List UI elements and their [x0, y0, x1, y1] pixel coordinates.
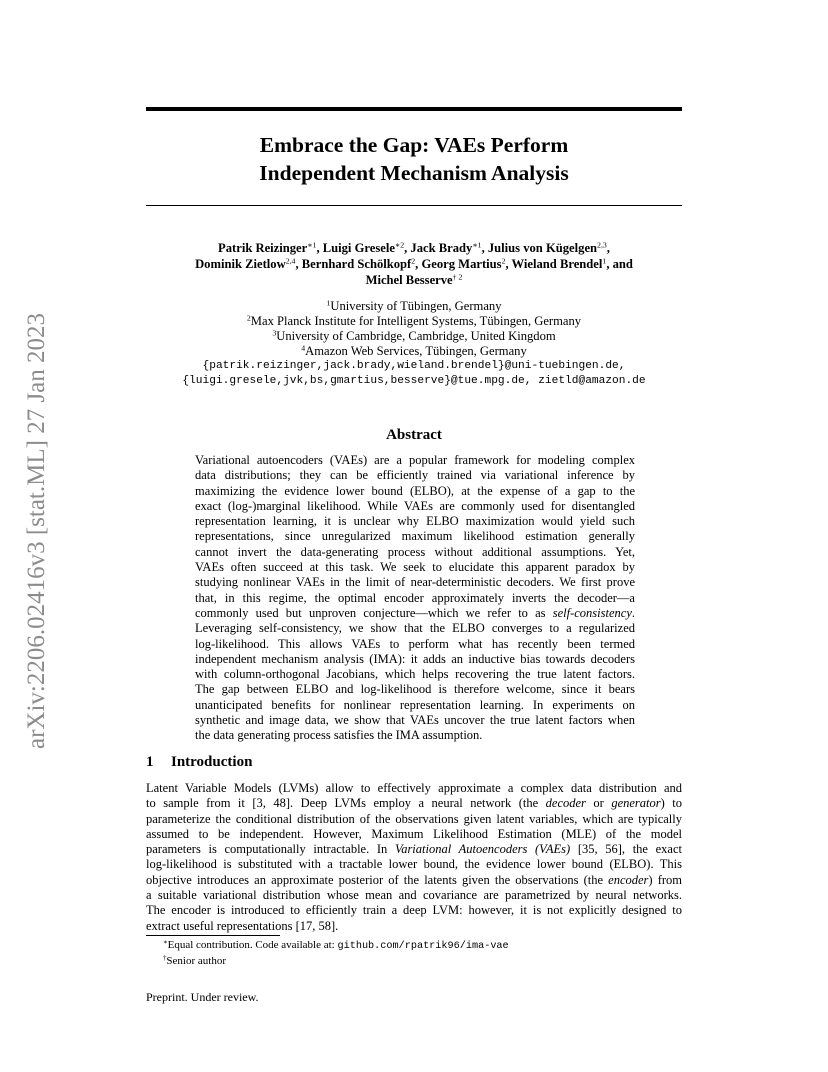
text-line [195, 529, 635, 544]
emphasized-text: self-consistency [552, 605, 632, 620]
footnote-text: Equal contribution. Code available at: [167, 939, 338, 951]
footnote-rule [146, 935, 280, 936]
section-title: Introduction [171, 754, 253, 770]
text-line [195, 545, 635, 560]
affiliation-line [146, 344, 682, 359]
author-line [146, 272, 682, 288]
text-run: independent mechanism analysis (IMA): it adds an inductive bias towards decoders [195, 651, 635, 666]
text-line [195, 728, 635, 743]
section-number: 1 [146, 754, 154, 770]
arxiv-stamp-text: arXiv:2206.02416v3 [stat.ML] 27 Jan 2023 [23, 312, 50, 750]
emphasized-text: Variational Autoencoders (VAEs) [394, 842, 571, 857]
text-run: , Julius von Kügelgen [481, 241, 598, 255]
text-line [195, 698, 635, 713]
text-run: cannot invert the data-generating process without additional assumptions. Yet, [195, 544, 635, 559]
code-link[interactable]: github.com/rpatrik96/ima-vae [337, 941, 509, 952]
text-line [195, 453, 635, 468]
author-line [146, 240, 682, 256]
text-line [146, 857, 682, 872]
affiliation-line [146, 314, 682, 329]
text-run: Variational autoencoders (VAEs) are a popular framework for modeling complex [195, 453, 635, 467]
author-list [146, 240, 682, 288]
affiliation-mark: ∗1 [472, 240, 482, 250]
text-run: commonly used but unproven conjecture—which we refer to as [195, 605, 553, 620]
paper-title [146, 131, 682, 187]
text-run: studying nonlinear VAEs in the limit of near-deterministic decoders. We first prove [195, 575, 635, 590]
text-line [195, 468, 635, 483]
text-run: exact (log-)marginal likelihood. While VAEs are commonly used for disentangled [195, 498, 635, 513]
introduction-body [146, 781, 682, 934]
footnote [146, 954, 682, 969]
affiliation-mark: † 2 [452, 272, 463, 282]
text-run: synthetic and image data, we show that VAEs uncover the true latent factors when [195, 713, 635, 728]
text-line [195, 637, 635, 652]
emphasized-text: decoder [545, 796, 586, 811]
title-line: Embrace the Gap: VAEs Perform [259, 133, 569, 157]
text-line [195, 606, 635, 621]
affiliation-text: University of Tübingen, Germany [330, 299, 502, 313]
section-heading [146, 752, 252, 772]
text-run: log-likelihood is substituted with a tractable lower bound, the evidence lower bound (ELBO). This [146, 857, 682, 872]
text-run: representation learning, it is unclear why ELBO maximization would yield such [195, 514, 635, 529]
text-run: . [631, 605, 635, 620]
text-run: , Jack Brady [404, 241, 473, 255]
text-run: , Georg Martius [415, 257, 502, 271]
text-run: parameters is computationally intractable. In [146, 842, 395, 857]
emphasized-text: encoder [608, 872, 649, 887]
text-run: , Bernhard Schölkopf [295, 257, 412, 271]
title-bottom-rule [146, 205, 682, 206]
abstract-body [195, 453, 635, 744]
text-run: , [606, 241, 610, 255]
text-line [146, 812, 682, 827]
text-run: unanticipated benefits for nonlinear representation learning. In experiments on [195, 697, 635, 712]
text-line [195, 484, 635, 499]
affiliation-mark: 2,4 [285, 256, 296, 266]
text-run: Patrik Reizinger [218, 241, 308, 255]
text-line [195, 591, 635, 606]
footnotes [146, 938, 682, 969]
text-run: , Luigi Gresele [316, 241, 395, 255]
affiliation-mark: 2,3 [597, 240, 607, 250]
arxiv-identifier-stamp [20, 286, 54, 776]
text-line [195, 499, 635, 514]
text-run: the data generating process satisfies the IMA assumption. [195, 728, 483, 743]
text-run: , and [606, 257, 633, 271]
affiliation-mark: ∗1 [307, 240, 317, 250]
text-run: a suitable variational distribution whose mean and covariance are parametrized by neural networks. [146, 888, 682, 903]
text-run: parameterize the conditional distribution of the observations given latent variables, which are typically [146, 811, 682, 826]
text-line [146, 781, 682, 796]
text-run: [35, 56], the exact [570, 842, 682, 857]
text-run: assumed to be independent. However, Maximum Likelihood Estimation (MLE) of the model [146, 826, 682, 841]
text-line [195, 667, 635, 682]
text-line [146, 903, 682, 918]
affiliation-text: Max Planck Institute for Intelligent Systems, Tübingen, Germany [250, 314, 582, 328]
text-run: log-likelihood. This allows VAEs to perform what has recently been termed [195, 636, 635, 651]
affiliations [146, 299, 682, 389]
emphasized-text: generator [611, 796, 661, 811]
text-run: VAEs often succeed at this task. We seek to elucidate this apparent paradox by [195, 560, 635, 575]
text-run: maximizing the evidence lower bound (ELBO), at the expense of a gap to the [195, 483, 635, 498]
text-run: The encoder is introduced to efficiently train a deep LVM: however, it is not explicitly designed to [146, 903, 682, 918]
affiliation-mark: ∗2 [394, 240, 405, 250]
text-run: extract useful representations [17, 58]. [146, 918, 339, 933]
text-line [146, 919, 682, 934]
text-run: Latent Variable Models (LVMs) allow to effectively approximate a complex data distribution and [146, 781, 682, 795]
text-line [195, 652, 635, 667]
affiliation-mark: 2 [411, 256, 416, 266]
text-line [195, 713, 635, 728]
text-line [146, 888, 682, 903]
author-line [146, 256, 682, 272]
affiliation-mark: 3 [272, 328, 277, 338]
affiliation-mark: 1 [602, 256, 607, 266]
text-line [195, 560, 635, 575]
text-line [146, 842, 682, 857]
affiliation-text: Amazon Web Services, Tübingen, Germany [305, 344, 527, 358]
email-line[interactable]: {patrik.reizinger,jack.brady,wieland.brendel}@uni-tuebingen.de, [202, 360, 626, 372]
affiliation-line [146, 299, 682, 314]
text-run: data distributions; they can be efficiently trained via variational inference by [195, 468, 635, 483]
text-line [195, 682, 635, 697]
text-run: that, in this regime, the optimal encoder approximately inverts the decoder—a [195, 590, 635, 605]
title-line: Independent Mechanism Analysis [259, 161, 569, 185]
text-run: Leveraging self-consistency, we show that the ELBO converges to a regularized [195, 621, 635, 636]
text-run: or [585, 796, 612, 811]
affiliation-mark: 1 [326, 298, 331, 308]
footnote-mark: † [163, 954, 167, 962]
text-run: objective introduces an approximate posterior of the latents given the observations (the [146, 872, 609, 887]
text-line [195, 575, 635, 590]
email-line[interactable]: {luigi.gresele,jvk,bs,gmartius,besserve}@tue.mpg.de, zietld@amazon.de [182, 375, 646, 387]
text-run: ) from [648, 872, 682, 887]
affiliation-mark: 2 [501, 256, 506, 266]
text-run: Michel Besserve [365, 273, 453, 287]
affiliation-mark: 4 [301, 343, 306, 353]
text-run: , Wieland Brendel [505, 257, 603, 271]
preprint-notice: Preprint. Under review. [146, 990, 259, 1004]
text-line [195, 621, 635, 636]
text-run: to sample from it [3, 48]. Deep LVMs employ a neural network (the [146, 796, 546, 811]
text-line [146, 873, 682, 888]
footnote-text: Senior author [166, 955, 226, 967]
text-run: The gap between ELBO and log-likelihood is therefore welcome, since it bears [195, 682, 635, 697]
footnote-mark: ∗ [163, 938, 168, 946]
abstract-heading: Abstract [386, 427, 442, 443]
text-run: representations, since unregularized maximum likelihood estimation generally [195, 529, 635, 544]
affiliation-line [146, 329, 682, 344]
text-run: ) to [660, 796, 683, 811]
footnote [146, 938, 682, 954]
text-line [195, 514, 635, 529]
text-run: Dominik Zietlow [195, 257, 286, 271]
affiliation-mark: 2 [246, 313, 251, 323]
text-line [146, 796, 682, 811]
affiliation-text: University of Cambridge, Cambridge, United Kingdom [276, 329, 556, 343]
text-run: with column-orthogonal Jacobians, which helps recovering the true latent factors. [195, 667, 635, 682]
text-line [146, 827, 682, 842]
title-top-rule [146, 107, 682, 111]
